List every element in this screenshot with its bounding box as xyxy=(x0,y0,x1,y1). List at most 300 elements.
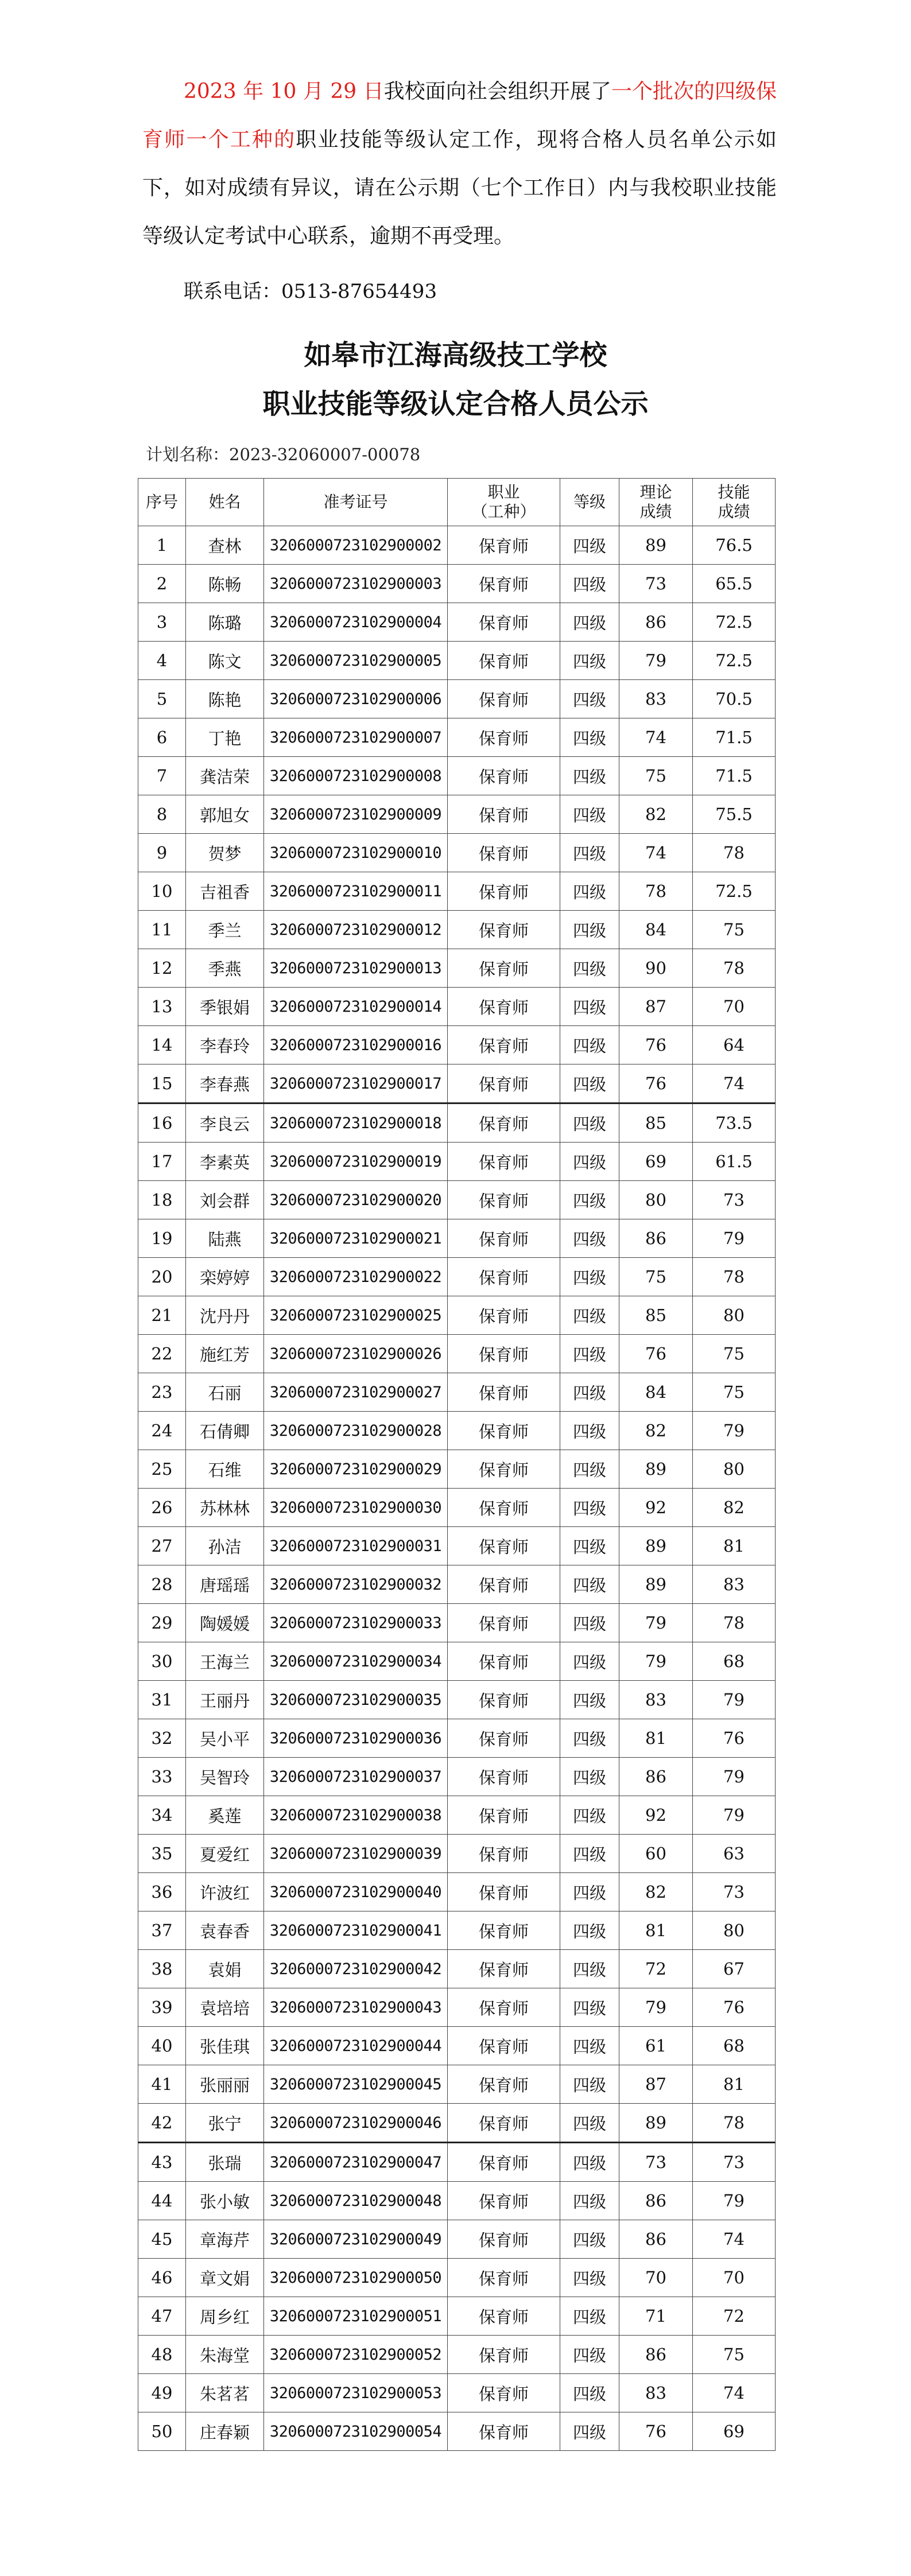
header-name: 姓名 xyxy=(186,479,264,526)
cell-level: 四级 xyxy=(560,988,619,1026)
cell-occupation: 保育师 xyxy=(448,1104,560,1143)
cell-level: 四级 xyxy=(560,526,619,565)
cell-occupation: 保育师 xyxy=(448,1911,560,1950)
cell-level: 四级 xyxy=(560,795,619,834)
cell-name: 李春玲 xyxy=(186,1026,264,1064)
cell-seq: 47 xyxy=(138,2297,186,2336)
cell-exam-id: 3206000723102900044 xyxy=(264,2027,448,2065)
cell-exam-id: 3206000723102900034 xyxy=(264,1642,448,1681)
cell-seq: 3 xyxy=(138,603,186,642)
cell-skill: 79 xyxy=(693,1219,776,1258)
cell-seq: 50 xyxy=(138,2412,186,2451)
cell-skill: 64 xyxy=(693,1026,776,1064)
table-row xyxy=(138,1911,776,1950)
cell-occupation: 保育师 xyxy=(448,1296,560,1335)
cell-name: 石维 xyxy=(186,1450,264,1489)
cell-skill: 72.5 xyxy=(693,872,776,911)
cell-exam-id: 3206000723102900042 xyxy=(264,1950,448,1988)
cell-seq: 20 xyxy=(138,1258,186,1296)
cell-exam-id: 3206000723102900017 xyxy=(264,1064,448,1104)
cell-seq: 36 xyxy=(138,1873,186,1911)
cell-seq: 40 xyxy=(138,2027,186,2065)
table-row xyxy=(138,642,776,680)
cell-level: 四级 xyxy=(560,2336,619,2374)
cell-exam-id: 3206000723102900012 xyxy=(264,911,448,949)
table-row xyxy=(138,2027,776,2065)
cell-theory: 71 xyxy=(619,2297,693,2336)
cell-seq: 32 xyxy=(138,1719,186,1758)
header-exam-id: 准考证号 xyxy=(264,479,448,526)
cell-level: 四级 xyxy=(560,2065,619,2104)
cell-theory: 84 xyxy=(619,1373,693,1412)
cell-seq: 49 xyxy=(138,2374,186,2412)
cell-seq: 9 xyxy=(138,834,186,872)
cell-theory: 79 xyxy=(619,1604,693,1642)
notice-date: 2023 年 10 月 29 日 xyxy=(184,80,384,103)
cell-level: 四级 xyxy=(560,834,619,872)
cell-name: 陈文 xyxy=(186,642,264,680)
cell-seq: 45 xyxy=(138,2220,186,2259)
cell-level: 四级 xyxy=(560,2104,619,2143)
table-row xyxy=(138,834,776,872)
cell-exam-id: 3206000723102900021 xyxy=(264,1219,448,1258)
cell-occupation: 保育师 xyxy=(448,1604,560,1642)
cell-seq: 21 xyxy=(138,1296,186,1335)
cell-seq: 41 xyxy=(138,2065,186,2104)
cell-seq: 33 xyxy=(138,1758,186,1796)
notice-paragraph xyxy=(142,68,777,261)
cell-level: 四级 xyxy=(560,680,619,718)
cell-seq: 29 xyxy=(138,1604,186,1642)
cell-seq: 30 xyxy=(138,1642,186,1681)
cell-level: 四级 xyxy=(560,1950,619,1988)
table-row xyxy=(138,1681,776,1719)
table-row xyxy=(138,2297,776,2336)
cell-level: 四级 xyxy=(560,1104,619,1143)
cell-occupation: 保育师 xyxy=(448,911,560,949)
header-occupation-line1: 职业 xyxy=(487,483,520,502)
cell-level: 四级 xyxy=(560,2259,619,2297)
cell-skill: 81 xyxy=(693,2065,776,2104)
cell-seq: 2 xyxy=(138,565,186,603)
cell-level: 四级 xyxy=(560,642,619,680)
cell-seq: 8 xyxy=(138,795,186,834)
cell-theory: 82 xyxy=(619,795,693,834)
cell-exam-id: 3206000723102900030 xyxy=(264,1489,448,1527)
cell-occupation: 保育师 xyxy=(448,949,560,988)
cell-exam-id: 3206000723102900035 xyxy=(264,1681,448,1719)
cell-seq: 13 xyxy=(138,988,186,1026)
cell-theory: 89 xyxy=(619,2104,693,2143)
header-skill-line2: 成绩 xyxy=(718,502,750,521)
cell-name: 郭旭女 xyxy=(186,795,264,834)
cell-level: 四级 xyxy=(560,1450,619,1489)
cell-skill: 79 xyxy=(693,1681,776,1719)
cell-level: 四级 xyxy=(560,2143,619,2182)
cell-occupation: 保育师 xyxy=(448,1489,560,1527)
cell-name: 石丽 xyxy=(186,1373,264,1412)
table-row xyxy=(138,1335,776,1373)
cell-skill: 71.5 xyxy=(693,718,776,757)
cell-level: 四级 xyxy=(560,1719,619,1758)
table-row xyxy=(138,1642,776,1681)
school-title: 如皋市江海高级技工学校 xyxy=(304,339,607,371)
cell-occupation: 保育师 xyxy=(448,2143,560,2182)
cell-occupation: 保育师 xyxy=(448,718,560,757)
table-row xyxy=(138,1450,776,1489)
table-row xyxy=(138,1143,776,1181)
table-row xyxy=(138,2065,776,2104)
table-row xyxy=(138,680,776,718)
cell-occupation: 保育师 xyxy=(448,2065,560,2104)
cell-occupation: 保育师 xyxy=(448,603,560,642)
cell-seq: 28 xyxy=(138,1565,186,1604)
cell-skill: 75 xyxy=(693,2336,776,2374)
cell-theory: 79 xyxy=(619,1988,693,2027)
cell-theory: 92 xyxy=(619,1489,693,1527)
cell-name: 栾婷婷 xyxy=(186,1258,264,1296)
roster-body xyxy=(138,526,776,2451)
cell-skill: 73 xyxy=(693,1181,776,1219)
table-row xyxy=(138,1104,776,1143)
cell-exam-id: 3206000723102900037 xyxy=(264,1758,448,1796)
cell-theory: 86 xyxy=(619,2336,693,2374)
cell-level: 四级 xyxy=(560,2220,619,2259)
cell-seq: 15 xyxy=(138,1064,186,1104)
cell-level: 四级 xyxy=(560,1296,619,1335)
cell-level: 四级 xyxy=(560,1642,619,1681)
cell-skill: 75 xyxy=(693,911,776,949)
cell-name: 陶媛媛 xyxy=(186,1604,264,1642)
cell-exam-id: 3206000723102900045 xyxy=(264,2065,448,2104)
header-occupation-line2: （工种） xyxy=(471,502,536,521)
cell-level: 四级 xyxy=(560,603,619,642)
cell-occupation: 保育师 xyxy=(448,1758,560,1796)
cell-level: 四级 xyxy=(560,2412,619,2451)
cell-seq: 11 xyxy=(138,911,186,949)
cell-exam-id: 3206000723102900020 xyxy=(264,1181,448,1219)
cell-level: 四级 xyxy=(560,1064,619,1104)
cell-name: 袁培培 xyxy=(186,1988,264,2027)
cell-skill: 69 xyxy=(693,2412,776,2451)
cell-level: 四级 xyxy=(560,1181,619,1219)
cell-occupation: 保育师 xyxy=(448,2297,560,2336)
cell-name: 龚洁荣 xyxy=(186,757,264,795)
cell-name: 丁艳 xyxy=(186,718,264,757)
roster-table xyxy=(138,478,776,2451)
cell-occupation: 保育师 xyxy=(448,795,560,834)
cell-exam-id: 3206000723102900019 xyxy=(264,1143,448,1181)
cell-level: 四级 xyxy=(560,1412,619,1450)
table-row xyxy=(138,1604,776,1642)
cell-theory: 83 xyxy=(619,680,693,718)
cell-exam-id: 3206000723102900049 xyxy=(264,2220,448,2259)
cell-name: 张丽丽 xyxy=(186,2065,264,2104)
cell-skill: 65.5 xyxy=(693,565,776,603)
table-row xyxy=(138,757,776,795)
header-theory-line2: 成绩 xyxy=(639,502,672,521)
cell-exam-id: 3206000723102900036 xyxy=(264,1719,448,1758)
cell-theory: 85 xyxy=(619,1104,693,1143)
cell-occupation: 保育师 xyxy=(448,1835,560,1873)
cell-skill: 83 xyxy=(693,1565,776,1604)
header-theory xyxy=(619,479,693,526)
cell-theory: 76 xyxy=(619,1335,693,1373)
cell-level: 四级 xyxy=(560,1604,619,1642)
cell-skill: 80 xyxy=(693,1450,776,1489)
cell-level: 四级 xyxy=(560,565,619,603)
cell-exam-id: 3206000723102900033 xyxy=(264,1604,448,1642)
cell-theory: 83 xyxy=(619,1681,693,1719)
cell-skill: 80 xyxy=(693,1296,776,1335)
header-skill xyxy=(693,479,776,526)
cell-name: 吴小平 xyxy=(186,1719,264,1758)
cell-skill: 70.5 xyxy=(693,680,776,718)
cell-exam-id: 3206000723102900040 xyxy=(264,1873,448,1911)
cell-skill: 68 xyxy=(693,2027,776,2065)
cell-skill: 76.5 xyxy=(693,526,776,565)
table-row xyxy=(138,1181,776,1219)
cell-theory: 73 xyxy=(619,2143,693,2182)
cell-level: 四级 xyxy=(560,949,619,988)
cell-exam-id: 3206000723102900009 xyxy=(264,795,448,834)
cell-skill: 76 xyxy=(693,1988,776,2027)
table-row xyxy=(138,1565,776,1604)
cell-occupation: 保育师 xyxy=(448,1450,560,1489)
cell-exam-id: 3206000723102900007 xyxy=(264,718,448,757)
cell-occupation: 保育师 xyxy=(448,565,560,603)
cell-skill: 79 xyxy=(693,2182,776,2220)
table-row xyxy=(138,1988,776,2027)
cell-name: 苏林林 xyxy=(186,1489,264,1527)
table-row xyxy=(138,1373,776,1412)
cell-skill: 74 xyxy=(693,2220,776,2259)
cell-theory: 76 xyxy=(619,1026,693,1064)
cell-seq: 46 xyxy=(138,2259,186,2297)
cell-exam-id: 3206000723102900022 xyxy=(264,1258,448,1296)
cell-occupation: 保育师 xyxy=(448,2412,560,2451)
cell-exam-id: 3206000723102900028 xyxy=(264,1412,448,1450)
cell-theory: 86 xyxy=(619,1758,693,1796)
table-row xyxy=(138,1758,776,1796)
cell-skill: 78 xyxy=(693,2104,776,2143)
table-row xyxy=(138,2336,776,2374)
cell-exam-id: 3206000723102900048 xyxy=(264,2182,448,2220)
cell-exam-id: 3206000723102900050 xyxy=(264,2259,448,2297)
table-row xyxy=(138,2104,776,2143)
table-row xyxy=(138,1719,776,1758)
cell-occupation: 保育师 xyxy=(448,1064,560,1104)
cell-occupation: 保育师 xyxy=(448,1219,560,1258)
cell-seq: 10 xyxy=(138,872,186,911)
cell-name: 李春燕 xyxy=(186,1064,264,1104)
table-row xyxy=(138,1219,776,1258)
cell-exam-id: 3206000723102900008 xyxy=(264,757,448,795)
cell-theory: 82 xyxy=(619,1873,693,1911)
cell-seq: 17 xyxy=(138,1143,186,1181)
cell-name: 孙洁 xyxy=(186,1527,264,1565)
cell-name: 张瑞 xyxy=(186,2143,264,2182)
table-row xyxy=(138,526,776,565)
cell-skill: 78 xyxy=(693,1258,776,1296)
cell-theory: 84 xyxy=(619,911,693,949)
table-header-row xyxy=(138,479,776,526)
cell-seq: 5 xyxy=(138,680,186,718)
table-row xyxy=(138,2412,776,2451)
cell-theory: 81 xyxy=(619,1911,693,1950)
cell-skill: 76 xyxy=(693,1719,776,1758)
cell-exam-id: 3206000723102900053 xyxy=(264,2374,448,2412)
cell-theory: 74 xyxy=(619,834,693,872)
cell-theory: 83 xyxy=(619,2374,693,2412)
cell-exam-id: 3206000723102900038 xyxy=(264,1796,448,1835)
cell-exam-id: 3206000723102900010 xyxy=(264,834,448,872)
cell-theory: 89 xyxy=(619,1527,693,1565)
cell-level: 四级 xyxy=(560,2297,619,2336)
cell-name: 施红芳 xyxy=(186,1335,264,1373)
cell-skill: 75 xyxy=(693,1373,776,1412)
cell-occupation: 保育师 xyxy=(448,2259,560,2297)
cell-exam-id: 3206000723102900031 xyxy=(264,1527,448,1565)
cell-exam-id: 3206000723102900013 xyxy=(264,949,448,988)
cell-exam-id: 3206000723102900014 xyxy=(264,988,448,1026)
cell-skill: 74 xyxy=(693,2374,776,2412)
cell-name: 章海芹 xyxy=(186,2220,264,2259)
cell-name: 季银娟 xyxy=(186,988,264,1026)
cell-seq: 1 xyxy=(138,526,186,565)
cell-occupation: 保育师 xyxy=(448,1719,560,1758)
cell-skill: 79 xyxy=(693,1796,776,1835)
cell-occupation: 保育师 xyxy=(448,1527,560,1565)
cell-skill: 81 xyxy=(693,1527,776,1565)
cell-exam-id: 3206000723102900032 xyxy=(264,1565,448,1604)
table-row xyxy=(138,872,776,911)
cell-skill: 72.5 xyxy=(693,642,776,680)
cell-occupation: 保育师 xyxy=(448,1681,560,1719)
cell-theory: 90 xyxy=(619,949,693,988)
cell-occupation: 保育师 xyxy=(448,1181,560,1219)
cell-skill: 72.5 xyxy=(693,603,776,642)
table-row xyxy=(138,911,776,949)
cell-level: 四级 xyxy=(560,1373,619,1412)
table-row xyxy=(138,2259,776,2297)
cell-level: 四级 xyxy=(560,1219,619,1258)
cell-theory: 60 xyxy=(619,1835,693,1873)
cell-name: 王丽丹 xyxy=(186,1681,264,1719)
cell-exam-id: 3206000723102900004 xyxy=(264,603,448,642)
cell-name: 李良云 xyxy=(186,1104,264,1143)
cell-seq: 27 xyxy=(138,1527,186,1565)
table-row xyxy=(138,2143,776,2182)
cell-occupation: 保育师 xyxy=(448,642,560,680)
cell-exam-id: 3206000723102900047 xyxy=(264,2143,448,2182)
cell-name: 陆燕 xyxy=(186,1219,264,1258)
cell-level: 四级 xyxy=(560,911,619,949)
cell-occupation: 保育师 xyxy=(448,2027,560,2065)
cell-occupation: 保育师 xyxy=(448,1565,560,1604)
cell-name: 王海兰 xyxy=(186,1642,264,1681)
cell-name: 庄春颖 xyxy=(186,2412,264,2451)
cell-level: 四级 xyxy=(560,1565,619,1604)
table-row xyxy=(138,1527,776,1565)
cell-theory: 87 xyxy=(619,2065,693,2104)
cell-skill: 73 xyxy=(693,2143,776,2182)
table-row xyxy=(138,2220,776,2259)
cell-seq: 19 xyxy=(138,1219,186,1258)
cell-level: 四级 xyxy=(560,2027,619,2065)
cell-occupation: 保育师 xyxy=(448,1988,560,2027)
cell-level: 四级 xyxy=(560,757,619,795)
table-row xyxy=(138,1296,776,1335)
cell-skill: 73.5 xyxy=(693,1104,776,1143)
cell-seq: 35 xyxy=(138,1835,186,1873)
cell-theory: 76 xyxy=(619,2412,693,2451)
cell-exam-id: 3206000723102900039 xyxy=(264,1835,448,1873)
cell-theory: 78 xyxy=(619,872,693,911)
cell-seq: 42 xyxy=(138,2104,186,2143)
table-row xyxy=(138,949,776,988)
cell-occupation: 保育师 xyxy=(448,2182,560,2220)
cell-exam-id: 3206000723102900043 xyxy=(264,1988,448,2027)
contact-phone: 联系电话：0513-87654493 xyxy=(184,280,437,303)
plan-name: 计划名称：2023-32060007-00078 xyxy=(146,445,421,464)
cell-exam-id: 3206000723102900052 xyxy=(264,2336,448,2374)
table-row xyxy=(138,1796,776,1835)
cell-theory: 87 xyxy=(619,988,693,1026)
cell-skill: 79 xyxy=(693,1758,776,1796)
cell-name: 沈丹丹 xyxy=(186,1296,264,1335)
cell-skill: 71.5 xyxy=(693,757,776,795)
cell-level: 四级 xyxy=(560,872,619,911)
cell-seq: 18 xyxy=(138,1181,186,1219)
cell-exam-id: 3206000723102900029 xyxy=(264,1450,448,1489)
table-row xyxy=(138,1489,776,1527)
cell-occupation: 保育师 xyxy=(448,1373,560,1412)
cell-skill: 72 xyxy=(693,2297,776,2336)
cell-name: 袁春香 xyxy=(186,1911,264,1950)
cell-name: 袁娟 xyxy=(186,1950,264,1988)
cell-seq: 4 xyxy=(138,642,186,680)
cell-name: 吉祖香 xyxy=(186,872,264,911)
cell-name: 张小敏 xyxy=(186,2182,264,2220)
cell-theory: 75 xyxy=(619,757,693,795)
header-seq: 序号 xyxy=(138,479,186,526)
cell-level: 四级 xyxy=(560,1489,619,1527)
cell-occupation: 保育师 xyxy=(448,1950,560,1988)
cell-theory: 86 xyxy=(619,1219,693,1258)
header-level: 等级 xyxy=(560,479,619,526)
table-row xyxy=(138,2374,776,2412)
cell-occupation: 保育师 xyxy=(448,2374,560,2412)
cell-seq: 31 xyxy=(138,1681,186,1719)
notice-highlight: 一个批次的四级保育师一个工种的 xyxy=(142,80,777,151)
cell-name: 夏爱红 xyxy=(186,1835,264,1873)
cell-exam-id: 3206000723102900041 xyxy=(264,1911,448,1950)
cell-level: 四级 xyxy=(560,1527,619,1565)
cell-theory: 89 xyxy=(619,526,693,565)
cell-occupation: 保育师 xyxy=(448,757,560,795)
cell-theory: 74 xyxy=(619,718,693,757)
cell-skill: 68 xyxy=(693,1642,776,1681)
notice-title: 职业技能等级认定合格人员公示 xyxy=(262,388,649,420)
cell-occupation: 保育师 xyxy=(448,2336,560,2374)
cell-level: 四级 xyxy=(560,718,619,757)
table-row xyxy=(138,1835,776,1873)
table-row xyxy=(138,603,776,642)
cell-exam-id: 3206000723102900011 xyxy=(264,872,448,911)
cell-occupation: 保育师 xyxy=(448,1642,560,1681)
cell-theory: 80 xyxy=(619,1181,693,1219)
